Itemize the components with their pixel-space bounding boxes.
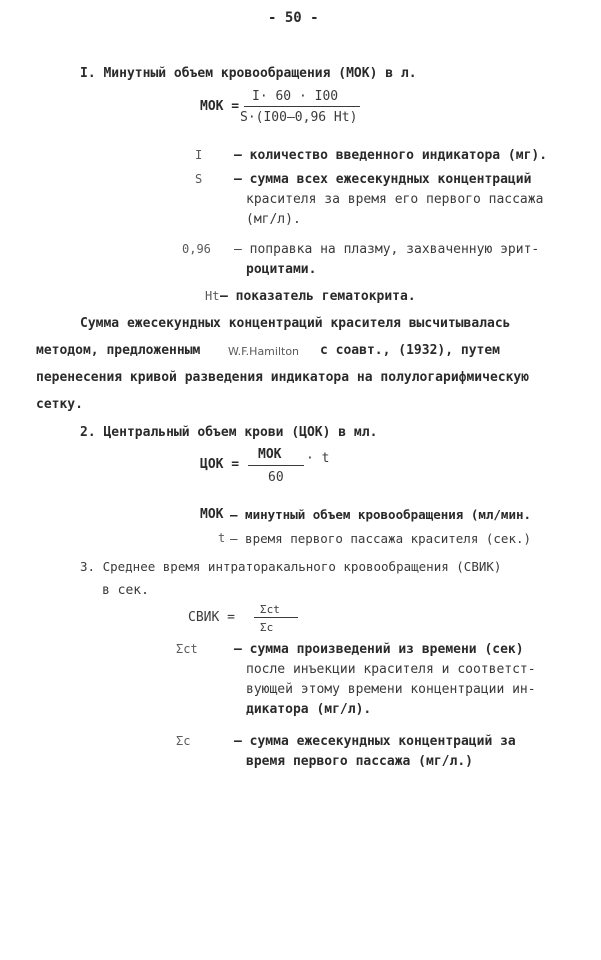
- formula-3-denominator: Σc: [260, 621, 274, 634]
- def-text: красителя за время его первого пассажа: [246, 192, 544, 207]
- def-symbol: I: [195, 148, 203, 162]
- paragraph-line: с соавт., (1932), путем: [320, 343, 501, 358]
- section-1-heading: I. Минутный объем кровообращения (МОК) в л.: [80, 66, 417, 81]
- def-symbol: Σc: [176, 734, 191, 748]
- formula-3-numerator: Σct: [260, 603, 280, 616]
- formula-2-fraction-bar: [248, 465, 304, 466]
- paragraph-line: методом, предложенным: [36, 343, 201, 358]
- def-text: время первого пассажа (мг/л.): [246, 754, 473, 769]
- def-text: – поправка на плазму, захваченную эрит-: [234, 242, 540, 257]
- def-symbol: Ht: [205, 289, 220, 303]
- formula-2-denominator: 60: [268, 470, 284, 485]
- def-symbol: t: [218, 531, 226, 545]
- def-symbol: Σct: [176, 642, 198, 656]
- def-text: (мг/л).: [246, 212, 301, 227]
- paragraph-line: перенесения кривой разведения индикатора на полулогарифмическую: [36, 370, 530, 385]
- def-symbol: 0,96: [182, 242, 211, 256]
- def-text: – количество введенного индикатора (мг).: [234, 148, 548, 163]
- def-text: – сумма всех ежесекундных концентраций: [234, 172, 532, 187]
- formula-3-lhs: СВИК =: [188, 610, 235, 625]
- section-3-heading-cont: в сек.: [102, 583, 149, 598]
- def-text: – сумма произведений из времени (сек): [234, 642, 524, 657]
- def-text: вующей этому времени концентрации ин-: [246, 682, 536, 697]
- formula-1-lhs: МОК =: [200, 99, 240, 114]
- def-text: дикатора (мг/л).: [246, 702, 372, 717]
- def-text: – время первого пассажа красителя (сек.): [230, 531, 532, 546]
- formula-2-tail: · t: [306, 451, 330, 466]
- formula-2-numerator: МОК: [258, 447, 282, 462]
- def-text: – показатель гематокрита.: [220, 289, 416, 304]
- formula-1-numerator: I· 60 · I00: [252, 89, 339, 104]
- section-2-heading: 2. Центральный объем крови (ЦОК) в мл.: [80, 425, 378, 440]
- formula-1-fraction-bar: [244, 106, 360, 107]
- def-text: – минутный объем кровообращения (мл/мин.: [230, 507, 532, 522]
- formula-2-lhs: ЦОК =: [200, 457, 240, 472]
- paragraph-line: сетку.: [36, 397, 83, 412]
- def-symbol: МОК: [200, 507, 224, 522]
- paragraph-author: W.F.Hamilton: [228, 345, 300, 358]
- def-text: роцитами.: [246, 262, 317, 277]
- formula-3-fraction-bar: [254, 617, 298, 618]
- page-number: - 50 -: [268, 10, 319, 26]
- paragraph-line: Сумма ежесекундных концентраций красителя высчитывалась: [80, 316, 511, 331]
- def-text: после инъекции красителя и соответст-: [246, 662, 536, 677]
- section-3-heading: 3. Среднее время интраторакального кровообращения (СВИК): [80, 559, 502, 574]
- def-text: – сумма ежесекундных концентраций за: [234, 734, 516, 749]
- def-symbol: S: [195, 172, 203, 186]
- formula-1-denominator: S·(I00–0,96 Ht): [240, 110, 358, 125]
